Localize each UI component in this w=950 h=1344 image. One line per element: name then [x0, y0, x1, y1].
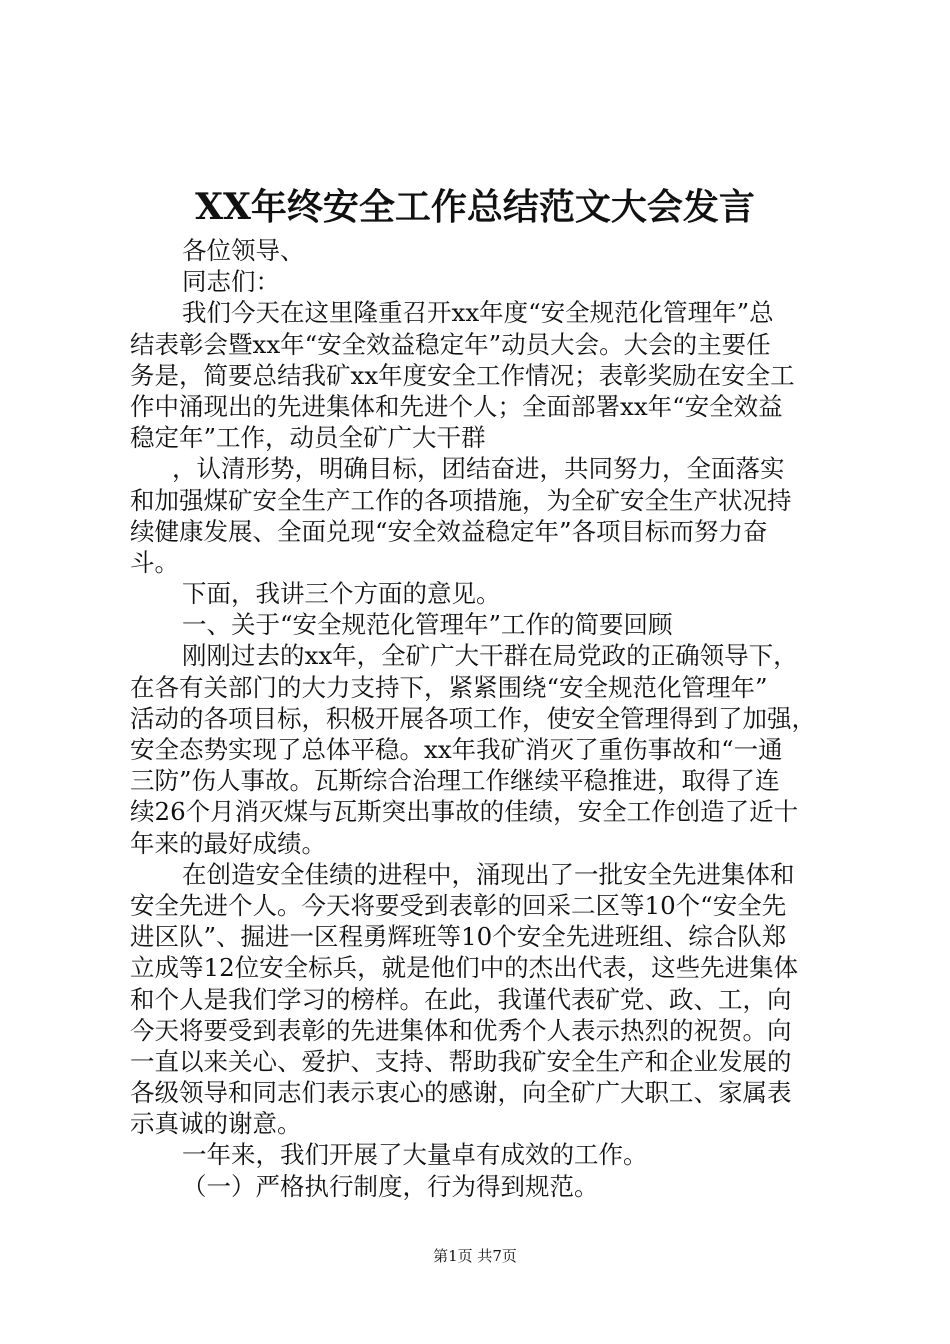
- text-line: 下面，我讲三个方面的意见。: [182, 579, 501, 609]
- document-title: XX年终安全工作总结范文大会发言: [195, 186, 755, 228]
- text-line: 安全先进个人。今天将要受到表彰的回采二区等10个“安全先: [130, 890, 787, 920]
- section-heading: （一）严格执行制度，行为得到规范。: [182, 1171, 599, 1201]
- text-line: 稳定年”工作，动员全矿广大干群: [130, 423, 486, 453]
- text-line: 同志们：: [182, 267, 280, 297]
- text-line: 三防”伤人事故。瓦斯综合治理工作继续平稳推进，取得了连: [130, 766, 780, 796]
- text-line: 活动的各项目标，积极开展各项工作，使安全管理得到了加强，: [130, 703, 816, 733]
- text-line: 刚刚过去的xx年，全矿广大干群在局党政的正确领导下，: [182, 641, 798, 671]
- text-line: 各位领导、: [182, 236, 305, 265]
- text-line: 续26个月消灭煤与瓦斯突出事故的佳绩，安全工作创造了近十: [130, 797, 799, 827]
- text-line: 我们今天在这里隆重召开xx年度“安全规范化管理年”总: [182, 298, 774, 328]
- text-line: 各级领导和同志们表示衷心的感谢，向全矿广大职工、家属表: [130, 1078, 792, 1108]
- text-line: 作中涌现出的先进集体和先进个人；全面部署xx年“安全效益: [130, 391, 783, 421]
- text-line: ，认清形势，明确目标，团结奋进，共同努力，全面落实: [172, 454, 785, 484]
- text-line: 一直以来关心、爱护、支持、帮助我矿安全生产和企业发展的: [130, 1046, 792, 1076]
- text-line: 一年来，我们开展了大量卓有成效的工作。: [182, 1140, 648, 1170]
- text-line: 在各有关部门的大力支持下，紧紧围绕“安全规范化管理年”: [130, 672, 768, 702]
- text-line: 示真诚的谢意。: [130, 1109, 302, 1139]
- text-line: 和个人是我们学习的榜样。在此，我谨代表矿党、政、工，向: [130, 984, 792, 1014]
- text-line: 年来的最好成绩。: [130, 828, 326, 858]
- text-line: 斗。: [130, 547, 179, 577]
- page-number: 第1页 共7页: [433, 1247, 517, 1265]
- text-line: 进区队”、掘进一区程勇辉班等10个安全先进班组、综合队郑: [130, 922, 787, 952]
- document-body: [130, 235, 830, 1202]
- text-line: 安全态势实现了总体平稳。xx年我矿消灭了重伤事故和“一通: [130, 735, 783, 764]
- text-line: 在创造安全佳绩的进程中，涌现出了一批安全先进集体和: [182, 859, 795, 889]
- text-line: 务是，简要总结我矿xx年度安全工作情况；表彰奖励在安全工: [130, 360, 795, 390]
- text-line: 和加强煤矿安全生产工作的各项措施，为全矿安全生产状况持: [130, 485, 792, 515]
- text-line: 结表彰会暨xx年“安全效益稳定年”动员大会。大会的主要任: [130, 329, 771, 359]
- section-heading: 一、关于“安全规范化管理年”工作的简要回顾: [182, 610, 673, 640]
- text-line: 立成等12位安全标兵，就是他们中的杰出代表，这些先进集体: [130, 953, 799, 983]
- text-line: 续健康发展、全面兑现“安全效益稳定年”各项目标而努力奋: [130, 516, 768, 546]
- text-line: 今天将要受到表彰的先进集体和优秀个人表示热烈的祝贺。向: [130, 1015, 792, 1045]
